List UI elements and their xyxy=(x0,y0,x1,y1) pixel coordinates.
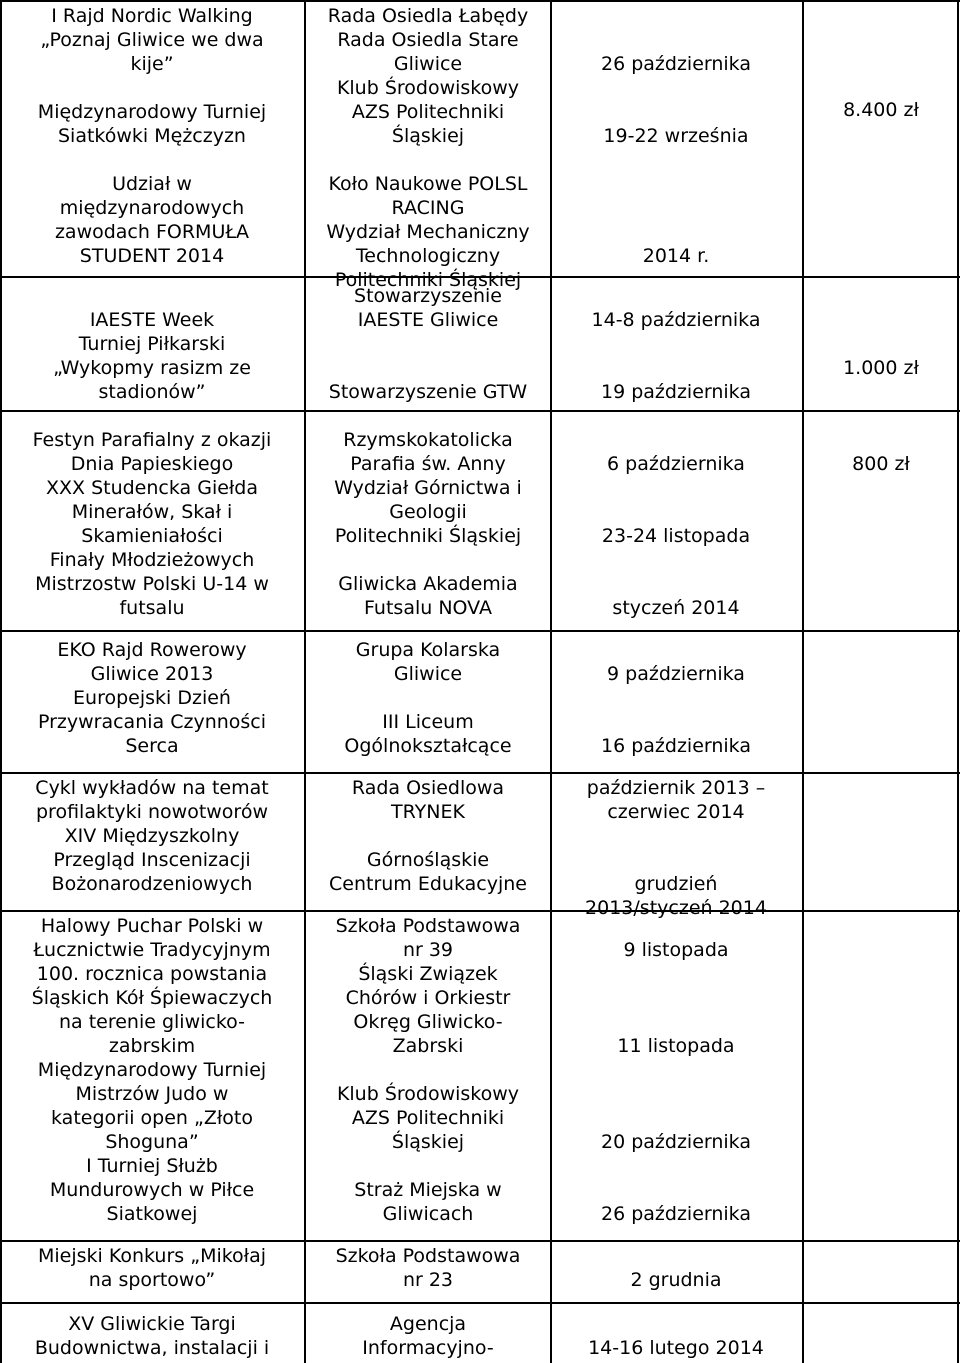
event-organizer-line: Straż Miejska w xyxy=(354,1179,502,1201)
event-organizer xyxy=(306,914,550,962)
event-name xyxy=(0,1058,304,1154)
event-name-line: stadionów” xyxy=(98,381,206,403)
event-organizer xyxy=(306,284,550,332)
event-organizer-line: Gliwicka Akademia xyxy=(338,573,518,595)
event-name-line: międzynarodowych xyxy=(59,197,245,219)
event-organizer-line: Klub Środowiskowy xyxy=(336,1083,520,1105)
event-name-line: futsalu xyxy=(119,597,185,619)
event-name-line: profilaktyki nowotworów xyxy=(36,801,268,823)
event-name-line: Budownictwa, instalacji i xyxy=(34,1337,270,1359)
event-date xyxy=(552,244,800,268)
event-date-line: 6 października xyxy=(607,453,745,475)
event-name-line: Przegląd Inscenizacji xyxy=(53,849,251,871)
event-name-line: kategorii open „Złoto xyxy=(51,1107,253,1129)
event-name-line: na terenie gliwicko- xyxy=(58,1011,246,1033)
event-name-line: Bożonarodzeniowych xyxy=(51,873,253,895)
event-organizer-line: Futsalu NOVA xyxy=(364,597,492,619)
event-organizer-line: nr 23 xyxy=(402,1269,454,1291)
event-organizer xyxy=(306,572,550,620)
event-organizer-line: Stowarzyszenie GTW xyxy=(328,381,528,403)
event-organizer xyxy=(306,76,550,148)
event-organizer-line: Koło Naukowe POLSL xyxy=(328,173,528,195)
event-name-line: „Wykopmy rasizm ze xyxy=(53,357,251,379)
event-organizer-line: Szkoła Podstawowa xyxy=(335,1245,521,1267)
event-organizer xyxy=(306,4,550,28)
event-name xyxy=(0,824,304,896)
event-name-line: Europejski Dzień xyxy=(73,687,231,709)
table-row-divider xyxy=(0,0,960,2)
event-organizer-line: Centrum Edukacyjne xyxy=(329,873,527,895)
event-name-line: XV Gliwickie Targi xyxy=(68,1313,236,1335)
event-date xyxy=(552,872,800,920)
event-organizer-line: Rada Osiedla Łabędy xyxy=(327,5,529,27)
event-name xyxy=(0,1312,304,1360)
event-name-line: Finały Młodzieżowych xyxy=(49,549,255,571)
event-organizer-line: AZS Politechniki xyxy=(351,101,505,123)
event-date xyxy=(552,662,800,686)
event-organizer xyxy=(306,428,550,476)
event-date-line: 9 października xyxy=(607,663,745,685)
event-name xyxy=(0,962,304,1058)
event-organizer xyxy=(306,638,550,686)
event-organizer-line: Politechniki Śląskiej xyxy=(334,525,522,547)
event-date-line: 19 października xyxy=(600,381,751,403)
event-date xyxy=(552,938,800,962)
event-name xyxy=(0,428,304,476)
event-date-line: czerwiec 2014 xyxy=(607,801,745,823)
event-organizer-line: Okręg Gliwicko- xyxy=(353,1011,503,1033)
event-name-line: Dnia Papieskiego xyxy=(70,453,234,475)
event-name-line: Cykl wykładów na temat xyxy=(35,777,269,799)
event-organizer xyxy=(306,1312,550,1360)
event-organizer-line: Gliwice xyxy=(393,663,463,685)
event-date-line: październik 2013 – xyxy=(586,777,766,799)
event-organizer-line: Klub Środowiskowy xyxy=(336,77,520,99)
event-organizer-line: Ogólnokształcące xyxy=(344,735,512,757)
event-date xyxy=(552,124,800,148)
event-organizer-line: Parafia św. Anny xyxy=(350,453,506,475)
event-organizer-line: nr 39 xyxy=(402,939,454,961)
event-date-line: 26 października xyxy=(600,53,751,75)
event-organizer-line: III Liceum xyxy=(382,711,474,733)
event-name-line: XIV Międzyszkolny xyxy=(64,825,240,847)
event-organizer xyxy=(306,962,550,1058)
event-name xyxy=(0,1154,304,1226)
event-name-line: Przywracania Czynności xyxy=(37,711,267,733)
event-organizer xyxy=(306,172,550,292)
event-name xyxy=(0,172,304,268)
event-organizer xyxy=(306,476,550,548)
event-name-line: Turniej Piłkarski xyxy=(78,333,226,355)
event-name-line: Serca xyxy=(125,735,179,757)
event-name xyxy=(0,1244,304,1292)
event-name xyxy=(0,776,304,824)
event-date xyxy=(552,1336,800,1360)
event-organizer-line: Zabrski xyxy=(392,1035,464,1057)
funding-amount: 8.400 zł xyxy=(843,99,919,121)
event-name xyxy=(0,686,304,758)
event-organizer-line: Chórów i Orkiestr xyxy=(345,987,511,1009)
event-date-line: 20 października xyxy=(600,1131,751,1153)
event-organizer-line: RACING xyxy=(391,197,465,219)
event-organizer-line: Śląskiej xyxy=(391,1131,465,1153)
event-name-line: Mistrzostw Polski U-14 w xyxy=(35,573,269,595)
event-date-line: 2013/styczeń 2014 xyxy=(585,897,767,919)
event-date xyxy=(552,734,800,758)
event-organizer-line: Wydział Górnictwa i xyxy=(334,477,522,499)
event-date xyxy=(552,380,800,404)
table-column-divider xyxy=(957,0,959,1363)
event-date-line: 2014 r. xyxy=(642,245,710,267)
event-organizer xyxy=(306,380,550,404)
event-name-line: Mundurowych w Piłce xyxy=(49,1179,255,1201)
event-organizer-line: Agencja xyxy=(389,1313,467,1335)
event-date-line: styczeń 2014 xyxy=(612,597,740,619)
event-organizer-line: Stowarzyszenie xyxy=(354,285,502,307)
event-date-line: 19-22 września xyxy=(603,125,749,147)
event-name xyxy=(0,476,304,548)
event-organizer-line: Śląski Związek xyxy=(358,963,498,985)
event-name xyxy=(0,308,304,332)
event-name-line: zawodach FORMUŁA xyxy=(54,221,250,243)
event-organizer-line: Górnośląskie xyxy=(366,849,490,871)
event-name xyxy=(0,332,304,404)
event-name-line: zabrskim xyxy=(108,1035,196,1057)
event-organizer-line: Technologiczny xyxy=(355,245,501,267)
event-organizer-line: Geologii xyxy=(389,501,467,523)
event-organizer-line: Szkoła Podstawowa xyxy=(335,915,521,937)
event-organizer-line: Wydział Mechaniczny xyxy=(326,221,530,243)
event-organizer-line: Grupa Kolarska xyxy=(355,639,501,661)
event-name-line: Łucznictwie Tradycyjnym xyxy=(33,939,271,961)
event-date xyxy=(552,52,800,76)
event-name-line: 100. rocznica powstania xyxy=(36,963,268,985)
event-date xyxy=(552,524,800,548)
event-name-line: I Rajd Nordic Walking xyxy=(51,5,253,27)
event-organizer-line: Gliwicach xyxy=(382,1203,474,1225)
event-name-line: Miejski Konkurs „Mikołaj xyxy=(37,1245,267,1267)
event-name-line: Śląskich Kół Śpiewaczych xyxy=(31,987,273,1009)
event-date xyxy=(552,776,800,824)
event-name-line: Shoguna” xyxy=(105,1131,199,1153)
event-name-line: Mistrzów Judo w xyxy=(75,1083,229,1105)
table-column-divider xyxy=(802,0,804,1363)
event-organizer xyxy=(306,1178,550,1226)
table-row-divider xyxy=(0,410,960,412)
event-date-line: grudzień xyxy=(634,873,718,895)
event-name-line: Festyn Parafialny z okazji xyxy=(32,429,272,451)
event-organizer-line: TRYNEK xyxy=(391,801,465,823)
event-organizer-line: IAESTE Gliwice xyxy=(357,309,499,331)
event-organizer xyxy=(306,28,550,76)
event-organizer-line: Politechniki Śląskiej xyxy=(334,269,522,291)
event-name xyxy=(0,914,304,962)
event-date-line: 14-16 lutego 2014 xyxy=(588,1337,764,1359)
event-name-line: Siatkowej xyxy=(106,1203,198,1225)
event-name-line: STUDENT 2014 xyxy=(79,245,225,267)
event-organizer-line: Gliwice xyxy=(393,53,463,75)
event-name xyxy=(0,548,304,620)
event-name-line: „Poznaj Gliwice we dwa xyxy=(40,29,264,51)
table-row-divider xyxy=(0,910,960,912)
event-organizer-line: Informacyjno- xyxy=(362,1337,494,1359)
event-name xyxy=(0,100,304,148)
event-name-line: IAESTE Week xyxy=(89,309,215,331)
event-organizer xyxy=(306,1244,550,1292)
event-date-line: 23-24 listopada xyxy=(601,525,751,547)
event-name xyxy=(0,4,304,76)
event-organizer-line: AZS Politechniki xyxy=(351,1107,505,1129)
event-date-line: 11 listopada xyxy=(617,1035,735,1057)
event-organizer-line: Rzymskokatolicka xyxy=(343,429,513,451)
event-name-line: XXX Studencka Giełda xyxy=(45,477,259,499)
event-organizer xyxy=(306,848,550,896)
event-organizer xyxy=(306,776,550,824)
event-date xyxy=(552,452,800,476)
event-name-line: na sportowo” xyxy=(88,1269,216,1291)
event-name-line: Międzynarodowy Turniej xyxy=(37,101,267,123)
event-organizer-line: Rada Osiedlowa xyxy=(351,777,505,799)
event-organizer-line: Śląskiej xyxy=(391,125,465,147)
table-row-divider xyxy=(0,772,960,774)
event-organizer xyxy=(306,710,550,758)
event-name-line: kije” xyxy=(130,53,174,75)
event-name-line: I Turniej Służb xyxy=(86,1155,218,1177)
event-organizer xyxy=(306,1082,550,1154)
event-date-line: 9 listopada xyxy=(623,939,729,961)
event-organizer-line: Rada Osiedla Stare xyxy=(337,29,519,51)
event-date-line: 16 października xyxy=(600,735,751,757)
event-date xyxy=(552,596,800,620)
event-name-line: Udział w xyxy=(112,173,192,195)
event-name-line: Skamieniałości xyxy=(81,525,223,547)
table-row-divider xyxy=(0,1240,960,1242)
event-date xyxy=(552,308,800,332)
funding-amount: 1.000 zł xyxy=(843,357,919,379)
event-name-line: EKO Rajd Rowerowy xyxy=(57,639,247,661)
event-name-line: Gliwice 2013 xyxy=(90,663,214,685)
event-date-line: 2 grudnia xyxy=(630,1269,722,1291)
event-name-line: Międzynarodowy Turniej xyxy=(37,1059,267,1081)
table-row-divider xyxy=(0,1302,960,1304)
funding-amount: 800 zł xyxy=(852,453,910,475)
event-date-line: 26 października xyxy=(600,1203,751,1225)
table-row-divider xyxy=(0,630,960,632)
event-date xyxy=(552,1130,800,1154)
event-date xyxy=(552,1202,800,1226)
event-date xyxy=(552,1268,800,1292)
event-name-line: Minerałów, Skał i xyxy=(71,501,233,523)
event-name-line: Halowy Puchar Polski w xyxy=(40,915,264,937)
event-date xyxy=(552,1034,800,1058)
event-date-line: 14-8 października xyxy=(591,309,761,331)
event-name-line: Siatkówki Mężczyzn xyxy=(58,125,246,147)
event-name xyxy=(0,638,304,686)
